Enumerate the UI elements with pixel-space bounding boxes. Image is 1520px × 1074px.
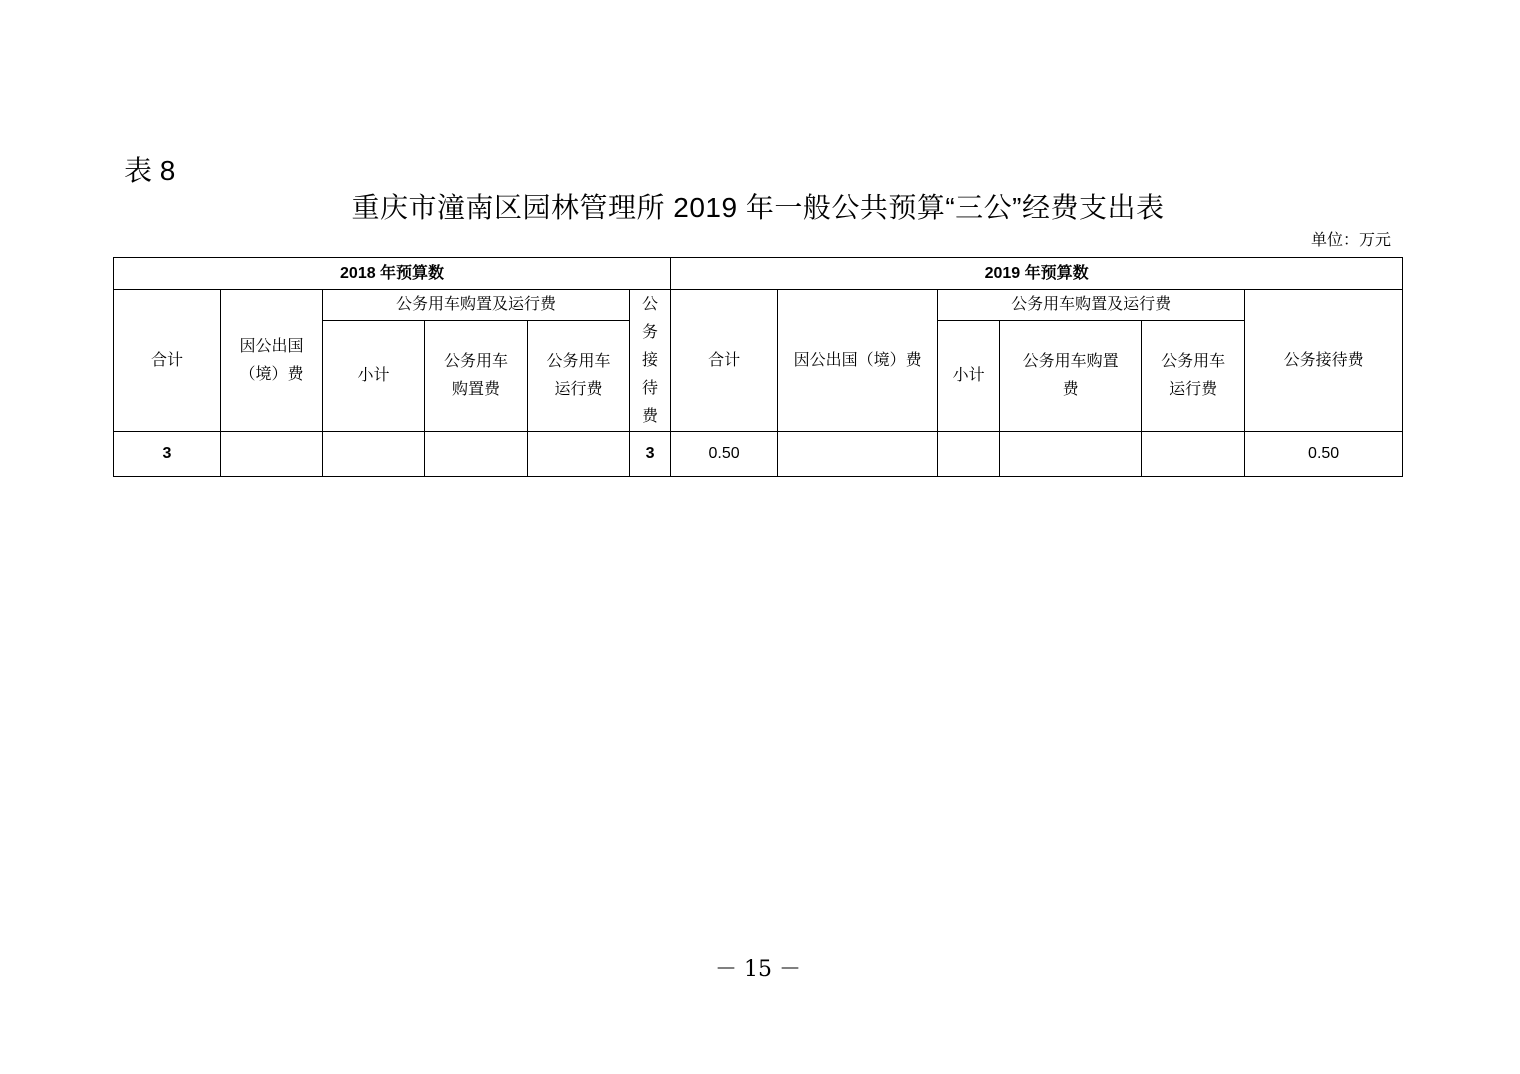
page-number: － 15 －	[715, 957, 801, 982]
cell-total-2019: 0.50	[671, 432, 778, 477]
header-vehicle-operation-2018-text: 公务用车运行费	[546, 353, 611, 398]
cell-operation-2018	[528, 432, 630, 477]
cell-subtotal-2019	[938, 432, 1000, 477]
group-header-2019: 2019 年预算数	[671, 258, 1403, 290]
header-vehicle-purchase-2019-text: 公务用车购置费	[1022, 353, 1119, 398]
cell-total-2018: 3	[114, 432, 221, 477]
cell-operation-2019	[1142, 432, 1245, 477]
header-vehicle-operation-2019-text: 公务用车运行费	[1161, 353, 1226, 398]
cell-subtotal-2018	[323, 432, 425, 477]
group-header-2018: 2018 年预算数	[114, 258, 671, 290]
cell-reception-2018: 3	[630, 432, 671, 477]
cell-purchase-2018	[425, 432, 528, 477]
header-vehicle-group-2018: 公务用车购置及运行费	[323, 290, 630, 321]
table-row	[114, 432, 1403, 477]
header-subtotal-2019: 小计	[938, 321, 1000, 432]
cell-abroad-2018	[221, 432, 323, 477]
unit-label: 单位：万元	[1310, 230, 1391, 249]
header-vehicle-purchase-2019	[1000, 321, 1142, 432]
header-total-2018: 合计	[114, 290, 221, 432]
header-vehicle-operation-2018	[528, 321, 630, 432]
header-reception-2018-text: 公务接待费	[642, 295, 659, 425]
cell-purchase-2019	[1000, 432, 1142, 477]
table-label: 表 8	[124, 155, 176, 186]
header-vehicle-purchase-2018-text: 公务用车购置费	[443, 353, 508, 398]
table-group-header-row	[114, 258, 1403, 290]
header-vehicle-purchase-2018	[425, 321, 528, 432]
header-subtotal-2018: 小计	[323, 321, 425, 432]
header-reception-2018	[630, 290, 671, 432]
header-total-2019: 合计	[671, 290, 778, 432]
cell-reception-2019: 0.50	[1245, 432, 1403, 477]
header-vehicle-group-2019: 公务用车购置及运行费	[938, 290, 1245, 321]
header-reception-2019: 公务接待费	[1245, 290, 1403, 432]
header-abroad-2018-text: 因公出国（境）费	[239, 337, 304, 383]
page-title: 重庆市潼南区园林管理所 2019 年一般公共预算“三公”经费支出表	[351, 192, 1165, 223]
header-vehicle-operation-2019	[1142, 321, 1245, 432]
cell-abroad-2019	[778, 432, 938, 477]
table-header-row	[114, 290, 1403, 321]
header-abroad-2019: 因公出国（境）费	[778, 290, 938, 432]
budget-table	[113, 257, 1403, 477]
header-abroad-2018	[221, 290, 323, 432]
